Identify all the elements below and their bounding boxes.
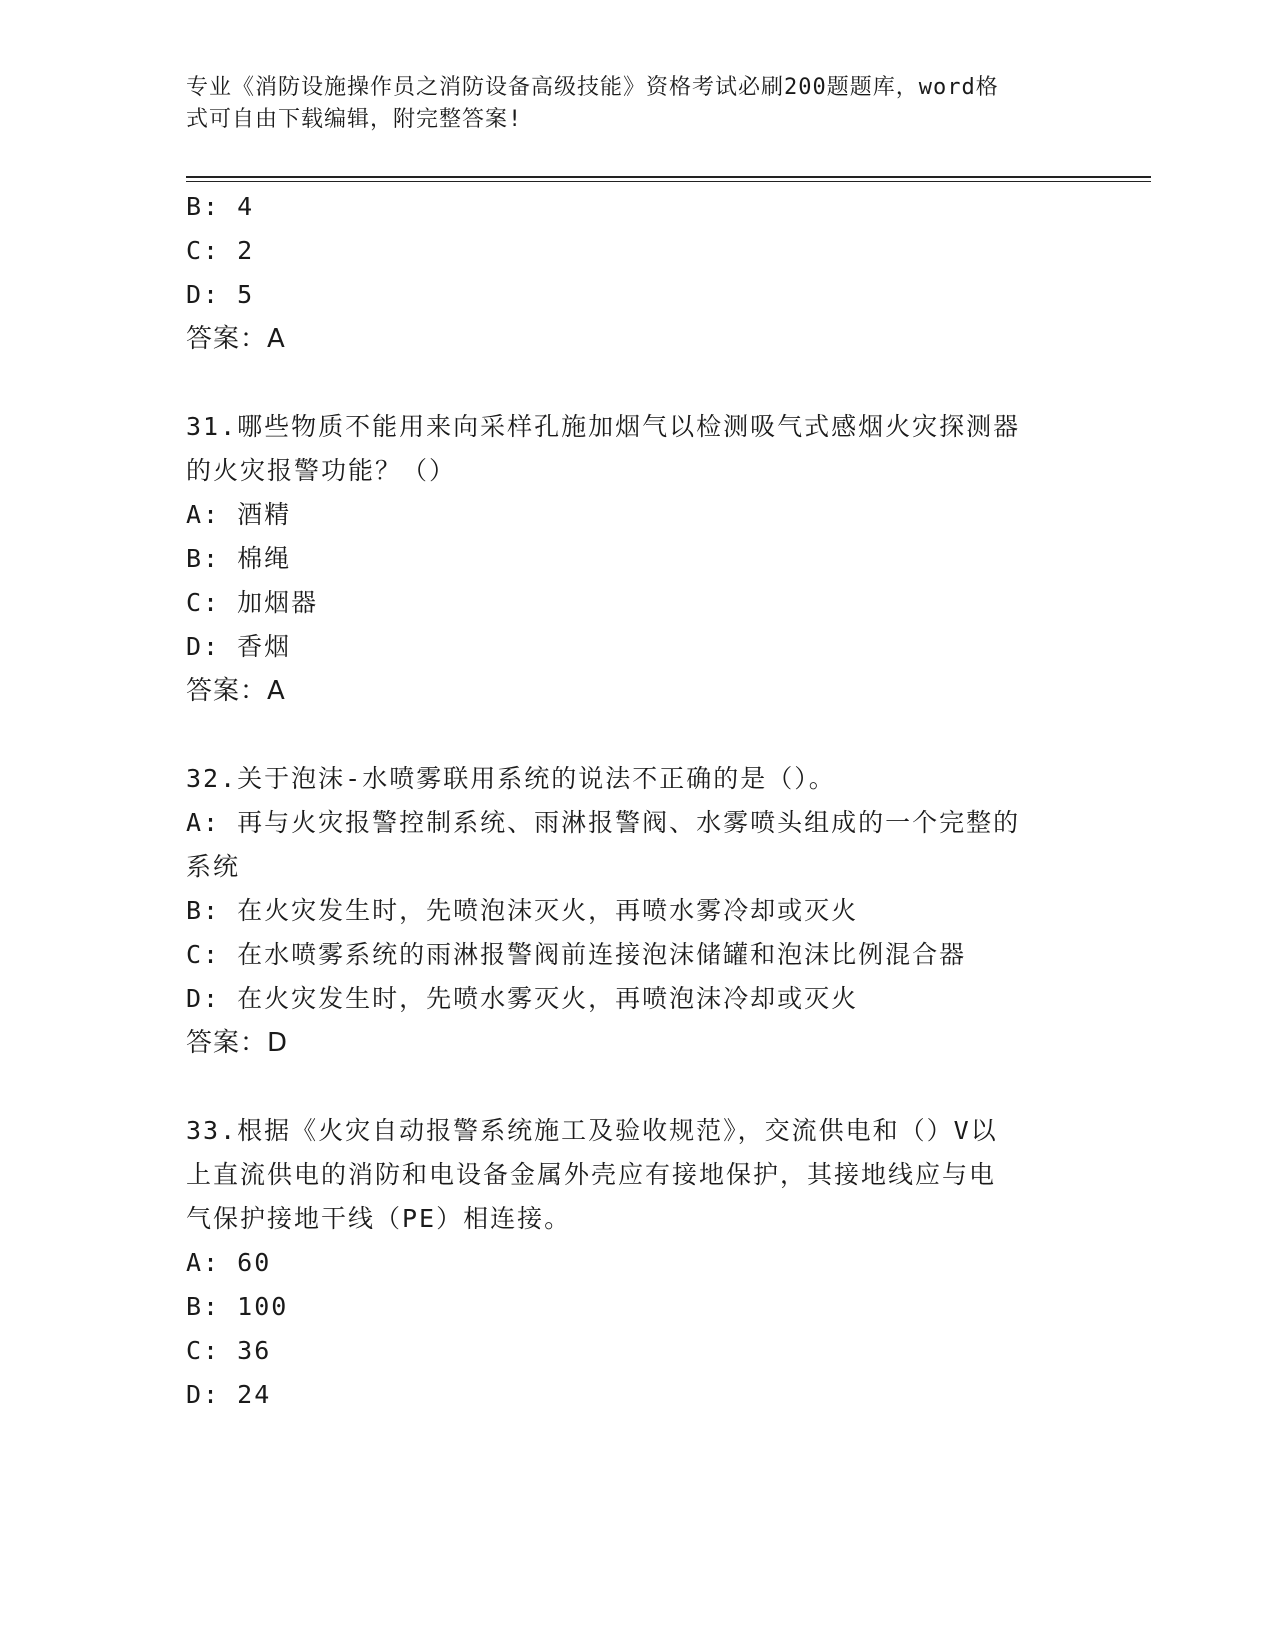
q32-option-d: D: 在火灾发生时，先喷水雾灭火，再喷泡沫冷却或灭火 <box>186 984 859 1013</box>
header-divider-thick <box>186 176 1151 178</box>
q32-option-c: C: 在水喷雾系统的雨淋报警阀前连接泡沫储罐和泡沫比例混合器 <box>186 940 967 969</box>
q33-text-line-1: 33.根据《火灾自动报警系统施工及验收规范》，交流供电和（）V以 <box>186 1116 998 1145</box>
prev-option-d: D: 5 <box>186 280 255 309</box>
q33-text-line-3: 气保护接地干线（PE）相连接。 <box>186 1204 572 1233</box>
q33-text-line-2: 上直流供电的消防和电设备金属外壳应有接地保护，其接地线应与电 <box>186 1160 997 1189</box>
header-line-1: 专业《消防设施操作员之消防设备高级技能》资格考试必刷200题题库，word格 <box>186 75 999 100</box>
header-divider-thin <box>186 181 1151 182</box>
q31-option-a: A: 酒精 <box>186 500 292 529</box>
q33-option-c: C: 36 <box>186 1336 272 1365</box>
header-line-2: 式可自由下载编辑，附完整答案! <box>186 107 523 132</box>
q31-option-d: D: 香烟 <box>186 632 292 661</box>
q33-option-a: A: 60 <box>186 1248 272 1277</box>
q32-option-b: B: 在火灾发生时，先喷泡沫灭火，再喷水雾冷却或灭火 <box>186 896 859 925</box>
prev-option-b: B: 4 <box>186 192 255 221</box>
document-header <box>186 72 1066 136</box>
q31-option-b: B: 棉绳 <box>186 544 292 573</box>
q33-option-d: D: 24 <box>186 1380 272 1409</box>
q31-text-line-2: 的火灾报警功能？（） <box>186 456 457 485</box>
q31-answer: 答案：A <box>186 676 286 706</box>
q33-option-b: B: 100 <box>186 1292 289 1321</box>
q32-answer: 答案：D <box>186 1028 289 1058</box>
q31-text-line-1: 31.哪些物质不能用来向采样孔施加烟气以检测吸气式感烟火灾探测器 <box>186 412 1021 441</box>
prev-answer: 答案：A <box>186 324 286 354</box>
q31-option-c: C: 加烟器 <box>186 588 319 617</box>
prev-option-c: C: 2 <box>186 236 255 265</box>
q32-option-a: A: 再与火灾报警控制系统、雨淋报警阀、水雾喷头组成的一个完整的 <box>186 808 1021 837</box>
q32-option-a-cont: 系统 <box>186 852 241 881</box>
q32-text-line-1: 32.关于泡沫-水喷雾联用系统的说法不正确的是（）。 <box>186 764 836 793</box>
